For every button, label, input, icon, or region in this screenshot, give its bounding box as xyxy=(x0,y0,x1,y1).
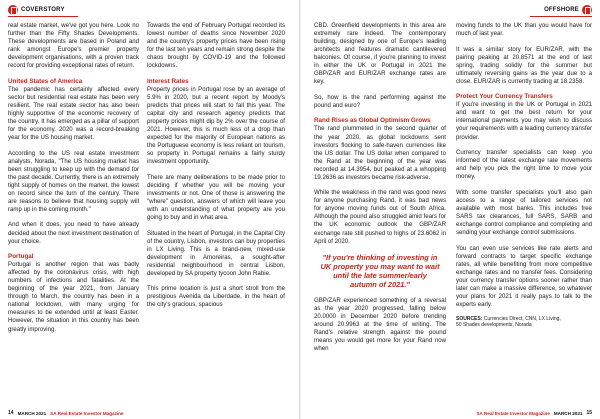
heading-rand-rises: Rand Rises as Global Optimism Grows xyxy=(314,117,431,125)
rand-paragraph-1: The rand plummeted in the second quarter of the year 2020, as global lockdowns sent investors flocking to safe-haven currencies like the US dollar. The US dollar when compared to the Rand at the beginning of the year was recorded at 14.3954, but peaked at a whopping 19.2636 as investors became risk-adverse. xyxy=(314,125,446,181)
column-1 xyxy=(8,22,139,341)
usa-paragraph-3: And when it does, you need to have already decided about the next investment destination of your choice. xyxy=(8,221,139,245)
intro-paragraph: real estate market, we've got you here. Look no further than the Fifty Shades Developments. These developments are based in Poland and rank amongst Europe's premier property development organisations, with a proven track record for providing exceptional rates of return. xyxy=(8,22,139,70)
usa-paragraph-2: According to the US real estate investment analysts, Norada, "The US housing market has been struggling to keep up with the demand for the past decade. Currently, there is an extremely tight supply of homes on the market, the lowest on record since the turn of the century. There are reasons to believe that housing supply will ramp up in the coming month." xyxy=(8,149,139,213)
header-rule-right xyxy=(530,16,592,17)
protect-paragraph-1: If you're investing in the UK or Portugal in 2021 and want to get the best return for your international payments you may wish to discuss your requirements with a leading currency transfer provider. xyxy=(456,101,592,141)
sources-label: SOURCES: xyxy=(456,316,483,323)
page-number-right: 15 xyxy=(586,410,592,416)
sources-line-2: 50 Shades developments, Norada xyxy=(456,322,532,329)
column-2 xyxy=(147,22,285,317)
portugal-paragraph-1: Portugal is another region that was badly affected by the coronavirus crisis, with high numbers of infections and fatalities. At the beginning of the year 2021, from January through to March, the country has been in a national lockdown, with many urging for measures to be extended until at least Easter. However, the situation in this country has been greatly improving. xyxy=(8,261,139,333)
issue-date-left: MARCH 2021 xyxy=(17,410,47,416)
header-right xyxy=(544,5,592,15)
heading-usa: United States of America xyxy=(8,77,83,85)
pull-quote: "If you're thinking of investing in UK property you may want to wait until the late summer/early autumn of 2021." xyxy=(320,253,440,290)
magazine-logo-icon xyxy=(8,5,18,15)
heading-protect-transfers: Protect Your Currency Transfers xyxy=(456,93,553,101)
protect-paragraph-4: You can even use services like rate alerts and forward contracts to target specific exchange rates, all while benefiting from more competitive exchange rates and no transfer fees. Considering your currency transfer options sooner rather than later can make a massive difference, so whatever your plans for 2021 it really pays to talk to the experts early. xyxy=(456,244,592,308)
interest-paragraph-1: Property prices in Portugal rose by an average of 5.9% in 2020, but a recent report by Moody's predicts that prices will start to fall this year. The capital city and research agency predicts that property prices might dip by 2% over the course of 2021. However, this is much less of a drop than expected for the majority of European nations as the Portuguese economy is less reliant on tourism, so property in Portugal remains a fairly sturdy investment opportunity. xyxy=(147,85,285,166)
sources xyxy=(456,316,592,328)
usa-paragraph-1: The pandemic has certainly affected every sector but residential real estate has been very resilient. The real estate sector has also been highly supportive of the economic recovery of the country. It has emerged as a pillar of support for the economy. 2020 was a record-breaking year for the US housing market. xyxy=(8,85,139,142)
interest-paragraph-3: Situated in the heart of Portugal, in the Capital City of the country, Lisbon, investors can buy properties in LX Living. This is a brand-new, mixed-use development in Amoreiras, a sought-after residential neighbourhood in central Lisbon, developed by SA property tycoon John Rabie. xyxy=(147,229,285,277)
column-3 xyxy=(314,22,446,361)
interest-paragraph-2: There are many deliberations to be made prior to deciding if whether you will be moving your investments or not. One of those is answering the "where" question, answers of which will leave you with an understanding of what property are you going to buy and in what area. xyxy=(147,173,285,221)
cbd-paragraph: CBD. Greenfield developments in this area are extremely rare indeed. The contemporary building, designed by one of Europe's leading architects and features dramatic cantilevered balconies. Of course, if you're planning to invest in either the UK or Portugal in 2021 the GBP/ZAR and EUR/ZAR exchange rates are key. xyxy=(314,22,446,86)
eur-zar-paragraph: It was a similar story for EUR/ZAR, with the pairing peaking at 20.8571 at the end of last spring, trading solidly for the summer but ultimately reversing gains as the year due to a close. EUR/ZAR is currently trading at 18.2358. xyxy=(456,45,592,85)
protect-paragraph-2: Currency transfer specialists can keep you informed of the latest exchange rate movements and help you pick the right time to move your money. xyxy=(456,149,592,181)
column-4 xyxy=(456,22,592,328)
portugal-paragraph-2: Towards the end of February Portugal recorded its lowest number of deaths since November 2020 and the country's property prices have been rising for the last ten years and remain strong despite the chaos brought by COVID-19 and the followed lockdowns. xyxy=(147,22,285,70)
sources-line-1: Currencies Direct, CNN, LX Living, xyxy=(483,316,561,323)
page-spine xyxy=(299,0,301,419)
rand-paragraph-3: GBP/ZAR experienced something of a reversal as the year 2020 progressed, falling below 20.0000 in December 2020 before trending around 20.9963 at the time of writing. The Rand's relative strength against the pound means you would get more for your Rand now when xyxy=(314,297,446,353)
uk-funds-paragraph: moving funds to the UK than you would have for much of last year. xyxy=(456,22,592,38)
page-number-left: 14 xyxy=(8,410,14,416)
magazine-logo-icon xyxy=(582,5,592,15)
rand-question-paragraph: So, how is the rand performing against the pound and euro? xyxy=(314,93,446,109)
section-label-offshore: OFFSHORE xyxy=(544,7,579,13)
issue-date-right: MARCH 2021 xyxy=(553,410,583,416)
protect-paragraph-3: With some transfer specialists you'll also gain access to a range of tailored services not available with most banks. This includes free SARS tax clearances, full SARS, SARB and exchange control compliance and completing and sending your exchange control submissions. xyxy=(456,188,592,236)
interest-paragraph-4: This prime location is just a short stroll from the prestigious Avenida da Liberdade, in the heart of the city's gracious, spacious xyxy=(147,285,285,309)
footer-left xyxy=(8,410,124,416)
section-label-coverstory: COVERSTORY xyxy=(21,7,65,13)
header-left xyxy=(8,5,65,15)
magazine-name-right: SA Real Estate Investor Magazine xyxy=(476,410,550,416)
header-rule-left xyxy=(8,16,78,17)
rand-paragraph-2: While the weakness in the rand was good news for anyone purchasing Rand, it was bad news for anyone moving funds out of South Africa. Although the pound also struggled amid fears for the UK economic outlook the GBP/ZAR exchange rate still pushed to highs of 23.6062 in April of 2020. xyxy=(314,189,446,245)
magazine-name-left: SA Real Estate Investor Magazine xyxy=(50,410,124,416)
heading-portugal: Portugal xyxy=(8,253,34,261)
heading-interest-rates: Interest Rates xyxy=(147,77,189,85)
footer-right xyxy=(476,410,592,416)
